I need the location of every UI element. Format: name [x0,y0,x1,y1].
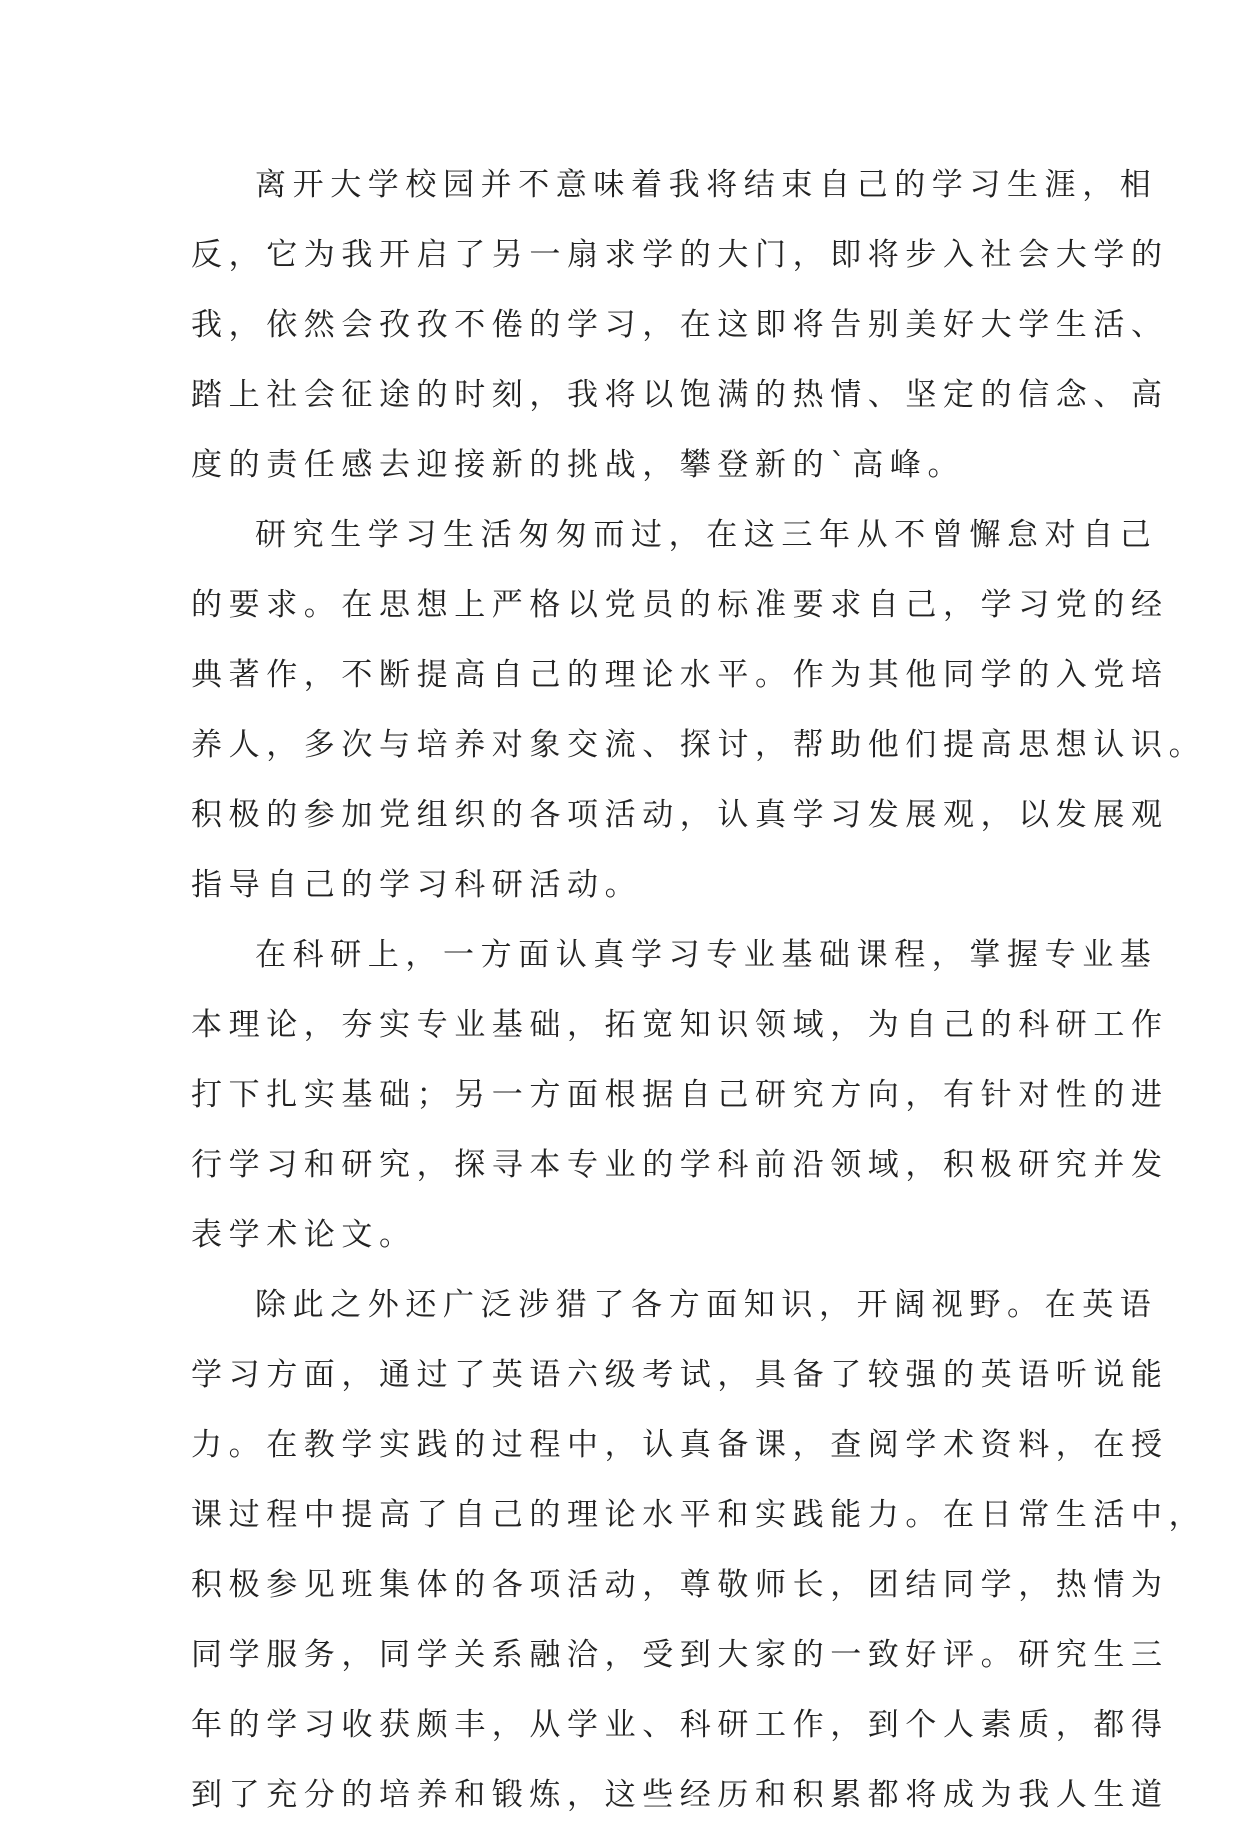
text-line: 除此之外还广泛涉猎了各方面知识，开阔视野。在英语 [255,1287,1158,1323]
text-line: 到了充分的培养和锻炼，这些经历和积累都将成为我人生道 [191,1777,1169,1813]
text-line: 打下扎实基础；另一方面根据自己研究方向，有针对性的进 [191,1077,1169,1113]
text-line: 研究生学习生活匆匆而过，在这三年从不曾懈怠对自己 [255,517,1158,553]
text-line: 行学习和研究，探寻本专业的学科前沿领域，积极研究并发 [191,1147,1169,1183]
paragraph-3 [191,920,1169,1270]
text-line: 年的学习收获颇丰，从学业、科研工作，到个人素质，都得 [191,1707,1169,1743]
paragraph-4 [191,1270,1207,1830]
text-line: 典著作，不断提高自己的理论水平。作为其他同学的入党培 [191,657,1169,693]
text-line: 本理论，夯实专业基础，拓宽知识领域，为自己的科研工作 [191,1007,1169,1043]
text-line: 课过程中提高了自己的理论水平和实践能力。在日常生活中， [191,1497,1207,1533]
text-line: 养人，多次与培养对象交流、探讨，帮助他们提高思想认识。 [191,727,1207,763]
text-line: 指导自己的学习科研活动。 [191,867,643,903]
text-line: 在科研上，一方面认真学习专业基础课程，掌握专业基 [255,937,1158,973]
text-line: 的要求。在思想上严格以党员的标准要求自己，学习党的经 [191,587,1169,623]
text-line: 表学术论文。 [191,1217,417,1253]
text-line: 学习方面，通过了英语六级考试，具备了较强的英语听说能 [191,1357,1169,1393]
document-body [191,150,1207,1830]
paragraph-1 [191,150,1169,500]
paragraph-2 [191,500,1207,920]
text-line: 积极的参加党组织的各项活动，认真学习发展观，以发展观 [191,797,1169,833]
text-line: 同学服务，同学关系融洽，受到大家的一致好评。研究生三 [191,1637,1169,1673]
text-line: 积极参见班集体的各项活动，尊敬师长，团结同学，热情为 [191,1567,1169,1603]
text-line: 离开大学校园并不意味着我将结束自己的学习生涯，相 [255,167,1158,203]
text-line: 踏上社会征途的时刻，我将以饱满的热情、坚定的信念、高 [191,377,1169,413]
text-line: 力。在教学实践的过程中，认真备课，查阅学术资料，在授 [191,1427,1169,1463]
text-line: 度的责任感去迎接新的挑战，攀登新的`高峰。 [191,447,966,483]
text-line: 反，它为我开启了另一扇求学的大门，即将步入社会大学的 [191,237,1169,273]
text-line: 我，依然会孜孜不倦的学习，在这即将告别美好大学生活、 [191,307,1169,343]
